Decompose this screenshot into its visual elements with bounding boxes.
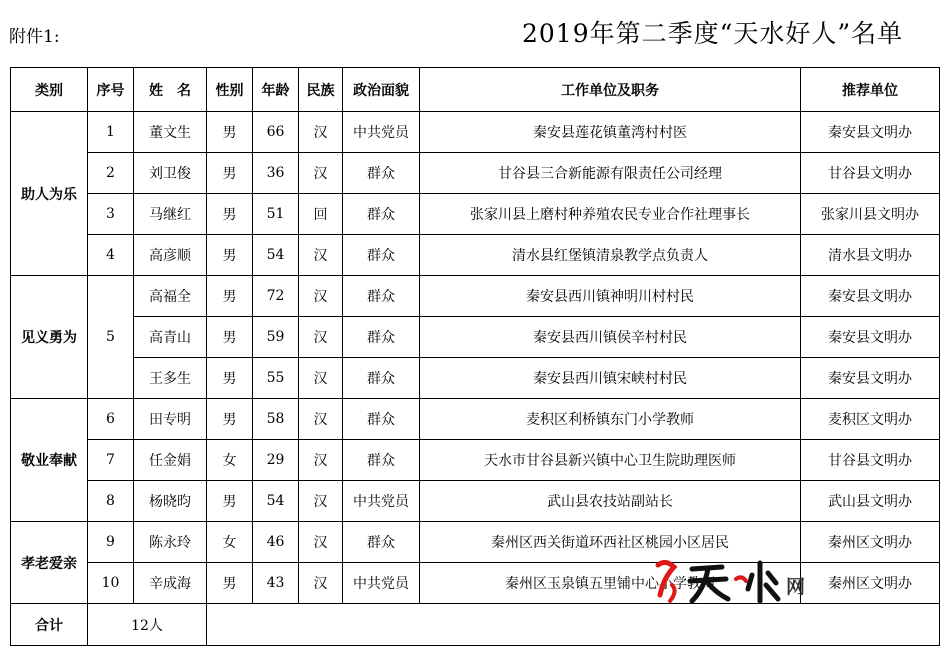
row-name: 高福全	[134, 276, 207, 317]
row-ethnicity: 汉	[299, 153, 343, 194]
row-ethnicity: 汉	[299, 112, 343, 153]
row-age: 72	[253, 276, 299, 317]
row-ethnicity: 汉	[299, 481, 343, 522]
row-gender: 男	[207, 317, 253, 358]
row-name: 董文生	[134, 112, 207, 153]
row-recommender: 秦州区文明办	[801, 522, 940, 563]
row-gender: 男	[207, 563, 253, 604]
table-row	[11, 358, 940, 399]
row-recommender: 张家川县文明办	[801, 194, 940, 235]
row-number: 5	[88, 276, 134, 399]
table-row	[11, 235, 940, 276]
row-name: 高青山	[134, 317, 207, 358]
row-political: 群众	[343, 317, 420, 358]
table-row	[11, 276, 940, 317]
row-political: 中共党员	[343, 481, 420, 522]
row-age: 54	[253, 481, 299, 522]
header-row	[11, 68, 940, 112]
row-political: 群众	[343, 399, 420, 440]
attachment-label: 附件1:	[9, 27, 60, 47]
row-workplace: 秦安县西川镇神明川村村民	[420, 276, 801, 317]
row-recommender: 武山县文明办	[801, 481, 940, 522]
row-number: 9	[88, 522, 134, 563]
row-gender: 女	[207, 522, 253, 563]
row-workplace: 天水市甘谷县新兴镇中心卫生院助理医师	[420, 440, 801, 481]
row-ethnicity: 汉	[299, 358, 343, 399]
header-category: 类别	[11, 68, 88, 112]
row-name: 杨晓昀	[134, 481, 207, 522]
row-recommender: 秦安县文明办	[801, 112, 940, 153]
row-political: 群众	[343, 440, 420, 481]
row-number: 8	[88, 481, 134, 522]
table-row	[11, 440, 940, 481]
row-age: 51	[253, 194, 299, 235]
row-age: 46	[253, 522, 299, 563]
row-name: 王多生	[134, 358, 207, 399]
row-ethnicity: 汉	[299, 276, 343, 317]
row-workplace: 秦州区西关街道环西社区桃园小区居民	[420, 522, 801, 563]
row-age: 36	[253, 153, 299, 194]
table-row	[11, 481, 940, 522]
row-recommender: 秦安县文明办	[801, 276, 940, 317]
category-cell: 见义勇为	[11, 276, 88, 399]
row-gender: 男	[207, 112, 253, 153]
row-gender: 男	[207, 399, 253, 440]
row-name: 辛成海	[134, 563, 207, 604]
row-recommender: 甘谷县文明办	[801, 153, 940, 194]
row-age: 55	[253, 358, 299, 399]
header-ethnicity: 民族	[299, 68, 343, 112]
row-political: 群众	[343, 235, 420, 276]
row-political: 中共党员	[343, 112, 420, 153]
row-gender: 男	[207, 276, 253, 317]
row-recommender: 秦安县文明办	[801, 317, 940, 358]
watermark-text: 网	[786, 576, 806, 598]
row-name: 高彦顺	[134, 235, 207, 276]
row-gender: 男	[207, 481, 253, 522]
row-number: 4	[88, 235, 134, 276]
header-workplace: 工作单位及职务	[420, 68, 801, 112]
row-age: 58	[253, 399, 299, 440]
row-recommender: 麦积区文明办	[801, 399, 940, 440]
row-number: 3	[88, 194, 134, 235]
row-workplace: 清水县红堡镇清泉教学点负责人	[420, 235, 801, 276]
row-political: 群众	[343, 276, 420, 317]
row-number: 7	[88, 440, 134, 481]
total-label: 合计	[11, 604, 88, 646]
row-age: 54	[253, 235, 299, 276]
row-workplace: 甘谷县三合新能源有限责任公司经理	[420, 153, 801, 194]
row-political: 群众	[343, 522, 420, 563]
row-ethnicity: 汉	[299, 563, 343, 604]
table-row	[11, 153, 940, 194]
row-political: 群众	[343, 358, 420, 399]
row-number: 6	[88, 399, 134, 440]
row-ethnicity: 汉	[299, 440, 343, 481]
header-recommender: 推荐单位	[801, 68, 940, 112]
row-recommender: 秦州区文明办	[801, 563, 940, 604]
table-row	[11, 112, 940, 153]
row-number: 2	[88, 153, 134, 194]
row-gender: 男	[207, 235, 253, 276]
page-title: 2019年第二季度“天水好人”名单	[522, 19, 904, 48]
row-gender: 男	[207, 358, 253, 399]
row-age: 43	[253, 563, 299, 604]
table-row	[11, 317, 940, 358]
row-gender: 男	[207, 153, 253, 194]
row-workplace: 张家川县上磨村种养殖农民专业合作社理事长	[420, 194, 801, 235]
header-political: 政治面貌	[343, 68, 420, 112]
table-row	[11, 194, 940, 235]
row-political: 中共党员	[343, 563, 420, 604]
row-ethnicity: 汉	[299, 235, 343, 276]
header-name: 姓 名	[134, 68, 207, 112]
row-name: 陈永玲	[134, 522, 207, 563]
row-workplace: 秦安县西川镇侯辛村村民	[420, 317, 801, 358]
total-empty-cell	[207, 604, 940, 646]
row-political: 群众	[343, 153, 420, 194]
total-value: 12人	[88, 604, 207, 646]
row-workplace: 秦安县莲花镇董湾村村医	[420, 112, 801, 153]
row-recommender: 清水县文明办	[801, 235, 940, 276]
row-age: 66	[253, 112, 299, 153]
row-number: 10	[88, 563, 134, 604]
row-political: 群众	[343, 194, 420, 235]
row-ethnicity: 汉	[299, 522, 343, 563]
category-cell: 助人为乐	[11, 112, 88, 276]
row-recommender: 秦安县文明办	[801, 358, 940, 399]
row-ethnicity: 汉	[299, 317, 343, 358]
row-name: 马继红	[134, 194, 207, 235]
header-number: 序号	[88, 68, 134, 112]
row-ethnicity: 回	[299, 194, 343, 235]
row-name: 田专明	[134, 399, 207, 440]
row-name: 刘卫俊	[134, 153, 207, 194]
row-ethnicity: 汉	[299, 399, 343, 440]
row-number: 1	[88, 112, 134, 153]
row-workplace: 武山县农技站副站长	[420, 481, 801, 522]
total-row	[11, 604, 940, 646]
row-workplace: 秦安县西川镇宋峡村村民	[420, 358, 801, 399]
category-cell: 敬业奉献	[11, 399, 88, 522]
row-age: 59	[253, 317, 299, 358]
row-name: 任金娟	[134, 440, 207, 481]
row-recommender: 甘谷县文明办	[801, 440, 940, 481]
row-gender: 男	[207, 194, 253, 235]
row-age: 29	[253, 440, 299, 481]
row-workplace: 秦州区玉泉镇五里铺中心小学教师	[420, 563, 801, 604]
category-cell: 孝老爱亲	[11, 522, 88, 604]
table-row	[11, 399, 940, 440]
row-gender: 女	[207, 440, 253, 481]
header-gender: 性别	[207, 68, 253, 112]
row-workplace: 麦积区利桥镇东门小学教师	[420, 399, 801, 440]
header-age: 年龄	[253, 68, 299, 112]
